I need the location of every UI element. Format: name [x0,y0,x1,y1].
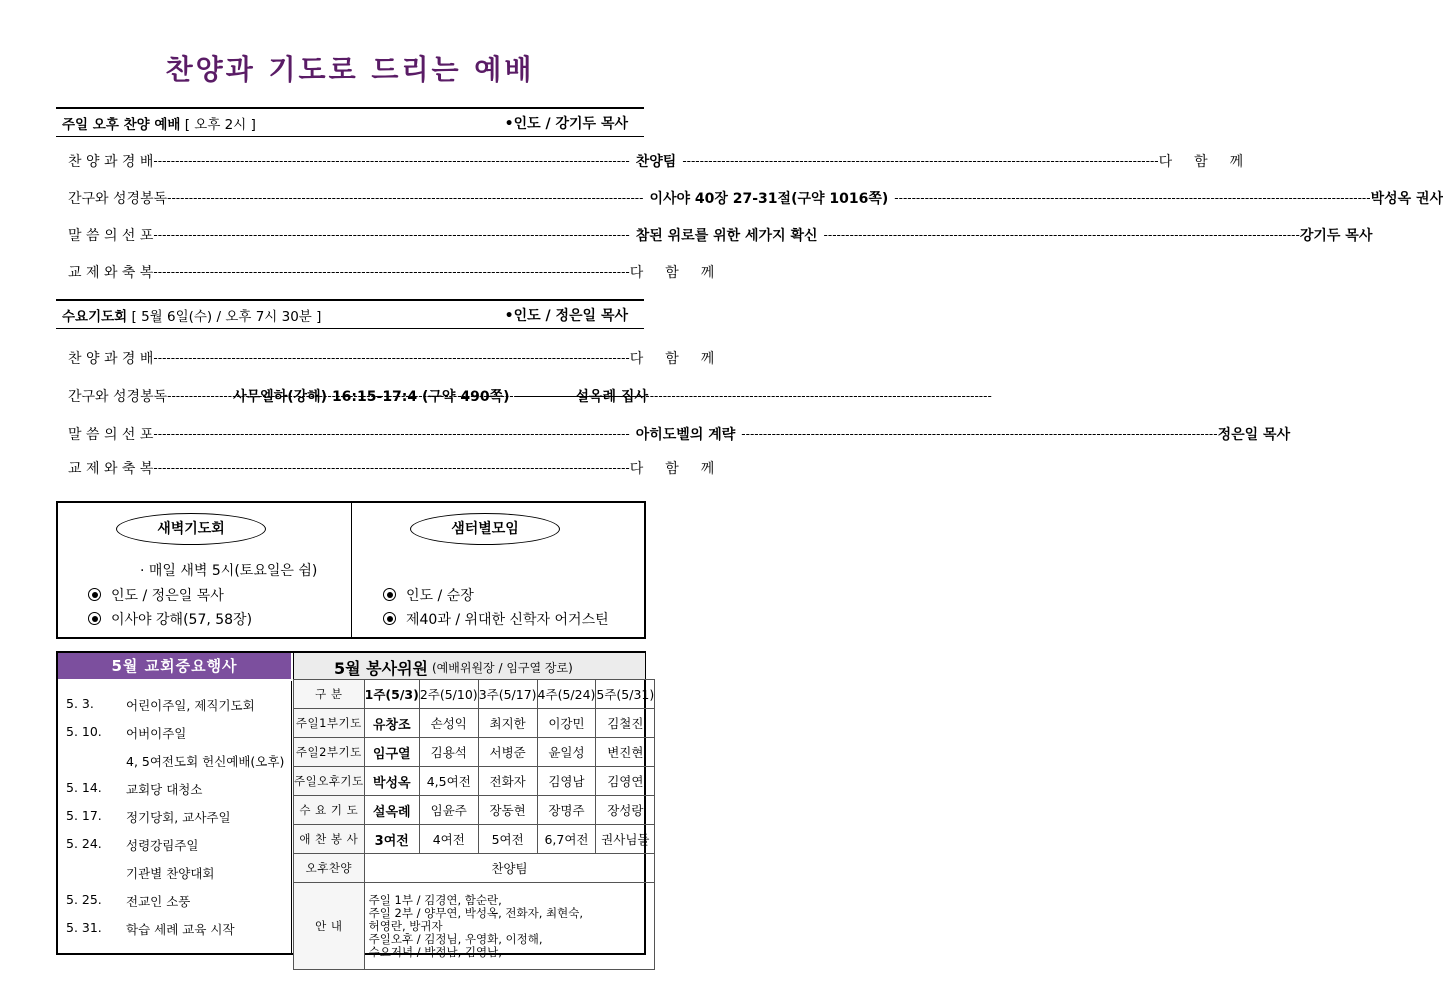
table-header-row [294,680,655,709]
row-role: 애 찬 봉 사 [294,825,365,854]
wednesday-heading: 수요기도회 [62,309,128,325]
column-header: 4주(5/24) [537,680,596,709]
table-cell: 윤일성 [537,738,596,767]
row-role: 수 요 기 도 [294,796,365,825]
row-label: 간구와 성경봉독 [68,389,168,405]
column-header: 구 분 [294,680,365,709]
event-date: 5. 25. [66,892,102,907]
guide-line: 허영란, 방귀자 [368,918,443,933]
leader-dots [741,427,1217,441]
wednesday-row-blessing [68,457,737,479]
event-text: 어버이주일 [126,726,187,741]
leader-dots [167,191,643,205]
row-label: 말 씀 의 선 포 [68,228,154,244]
table-row [294,796,655,825]
table-cell: 이강민 [537,709,596,738]
event-text: 4, 5여전도회 헌신예배(오후) [126,754,285,769]
dawn-content-line [88,609,252,629]
cell-content: 제40과 / 위대한 신학자 어거스틴 [406,612,609,628]
sunday-time: [ 오후 2시 ] [184,117,256,133]
event-date: 5. 14. [66,780,102,795]
sunday-heading: 주일 오후 찬양 예배 [62,117,181,133]
leader-dots [824,228,1300,242]
column-header: 3주(5/17) [478,680,537,709]
table-cell: 서병준 [478,738,537,767]
row-content: 아히도벨의 계략 [635,427,736,443]
table-cell: 권사님들 [596,825,655,854]
event-text: 전교인 소풍 [126,894,191,909]
table-cell: 임구열 [364,738,419,767]
divider [351,503,352,637]
row-content: 찬양팀 [635,154,677,170]
row-person: 다함께 [629,265,737,281]
row-person: 정은일 목사 [1217,427,1291,443]
leader-dots [515,389,575,403]
column-header: 5주(5/31) [596,680,655,709]
table-cell: 장명주 [537,796,596,825]
sunday-row-scripture [68,187,1443,209]
service-subheading: (예배위원장 / 임구열 장로) [432,661,573,675]
table-cell: 김영연 [596,767,655,796]
event-date: 5. 31. [66,920,102,935]
table-row [294,709,655,738]
guide-line: 주일 1부 / 김경연, 함순란, [368,892,502,907]
sunday-heading-group [62,113,256,133]
table-row [294,854,655,883]
guide-line: 주일오후 / 김정님, 우영화, 이정해, [368,931,543,946]
wednesday-header [62,300,634,326]
wednesday-row-sermon [68,423,1291,445]
leader-dots [894,191,1370,205]
wednesday-heading-group [62,305,321,325]
table-cell: 장성랑 [596,796,655,825]
table-cell: 4,5여전 [419,767,478,796]
leader-dots [153,228,629,242]
leader-dots [167,389,227,403]
table-cell: 5여전 [478,825,537,854]
row-person: 강기두 목사 [1299,228,1373,244]
wednesday-time: [ 5월 6일(수) / 오후 7시 30분 ] [131,309,322,325]
table-cell: 설옥례 [364,796,419,825]
service-heading: 5월 봉사위원 [334,659,428,678]
row-label: 찬 양 과 경 배 [68,351,154,367]
row-role: 안 내 [294,883,365,970]
row-content: 이사야 40장 27-31절(구약 1016쪽) [649,191,889,207]
row-person: 설옥례 집사 [575,389,648,405]
event-date: 5. 17. [66,808,102,823]
row-label: 간구와 성경봉독 [68,191,168,207]
event-date: 5. 3. [66,696,94,711]
event-date: 5. 10. [66,724,102,739]
service-header [293,653,645,679]
cell-content-line [383,609,609,629]
sunday-row-praise [68,150,1266,172]
table-row [294,883,655,970]
row-content: 사무엘하(강해) 16:15-17:4 (구약 490쪽) [233,389,510,405]
row-label: 교 제 와 축 복 [68,461,154,477]
table-cell: 손성익 [419,709,478,738]
event-text: 어린이주일, 제직기도회 [126,698,255,713]
dawn-time: · 매일 새벽 5시(토요일은 쉼) [140,563,318,579]
leader-dots [153,154,629,168]
column-header: 2주(5/10) [419,680,478,709]
radio-icon [88,588,101,601]
event-text: 학습 세례 교육 시작 [126,922,235,937]
leader-dots [153,265,629,279]
row-person: 다함께 [629,351,737,367]
events-heading: 5월 교회중요행사 [58,653,291,679]
table-cell: 김용석 [419,738,478,767]
dawn-title: 새벽기도회 [116,513,266,545]
table-cell: 유창조 [364,709,419,738]
row-person: 다함께 [1158,154,1266,170]
events-list [58,681,292,953]
page-title: 찬양과 기도로 드리는 예배 [165,53,535,86]
sunday-row-blessing [68,261,737,283]
leader-dots [153,427,629,441]
table-cell: 찬양팀 [364,854,655,883]
table-row [294,767,655,796]
row-label: 찬 양 과 경 배 [68,154,154,170]
guide-cell [364,883,655,970]
row-person: 다함께 [629,461,737,477]
sunday-leader: •인도 / 강기두 목사 [504,116,628,132]
event-text: 성령강림주일 [126,838,199,853]
leader-dots [153,461,629,475]
divider [56,136,644,137]
cell-title: 샘터별모임 [410,513,560,545]
cell-leader: 인도 / 순장 [406,588,474,604]
dawn-content: 이사야 강해(57, 58장) [111,612,253,628]
radio-icon [88,612,101,625]
event-date: 5. 24. [66,836,102,851]
table-cell: 임윤주 [419,796,478,825]
cell-leader-line [383,585,474,605]
row-content: 참된 위로를 위한 세가지 확신 [635,228,818,244]
sunday-row-sermon [68,224,1373,246]
table-cell: 장동현 [478,796,537,825]
table-cell: 박성옥 [364,767,419,796]
schedule-panel [56,651,655,959]
table-cell: 김철진 [596,709,655,738]
sunday-header [62,108,634,134]
table-cell: 전화자 [478,767,537,796]
guide-line: 수요저녁 / 박정남, 김영남, [368,944,502,959]
table-cell: 김영남 [537,767,596,796]
event-text: 정기당회, 교사주일 [126,810,231,825]
wednesday-row-praise [68,347,737,369]
event-text: 교회당 대청소 [126,782,203,797]
row-person: 박성옥 권사 [1370,191,1443,207]
divider [56,328,644,329]
row-label: 교 제 와 축 복 [68,265,154,281]
radio-icon [383,588,396,601]
table-row [294,738,655,767]
table-row [294,825,655,854]
row-role: 주일2부기도 [294,738,365,767]
prayer-groups-box [56,501,646,639]
guide-line: 주일 2부 / 양무연, 박성옥, 전화자, 최현숙, [368,905,584,920]
dawn-leader: 인도 / 정은일 목사 [111,588,224,604]
radio-icon [383,612,396,625]
table-cell: 6,7여전 [537,825,596,854]
row-role: 주일오후기도 [294,767,365,796]
leader-dots [682,154,1158,168]
wednesday-leader: •인도 / 정은일 목사 [504,308,628,324]
wednesday-row-scripture [68,385,648,407]
row-label: 말 씀 의 선 포 [68,427,154,443]
dawn-leader-line [88,585,224,605]
service-table [293,679,655,970]
table-cell: 4여전 [419,825,478,854]
row-role: 오후찬양 [294,854,365,883]
table-cell: 3여전 [364,825,419,854]
table-cell: 변진현 [596,738,655,767]
event-text: 기관별 찬양대회 [126,866,215,881]
table-cell: 최지한 [478,709,537,738]
leader-dots [153,351,629,365]
column-header: 1주(5/3) [364,680,419,709]
row-role: 주일1부기도 [294,709,365,738]
